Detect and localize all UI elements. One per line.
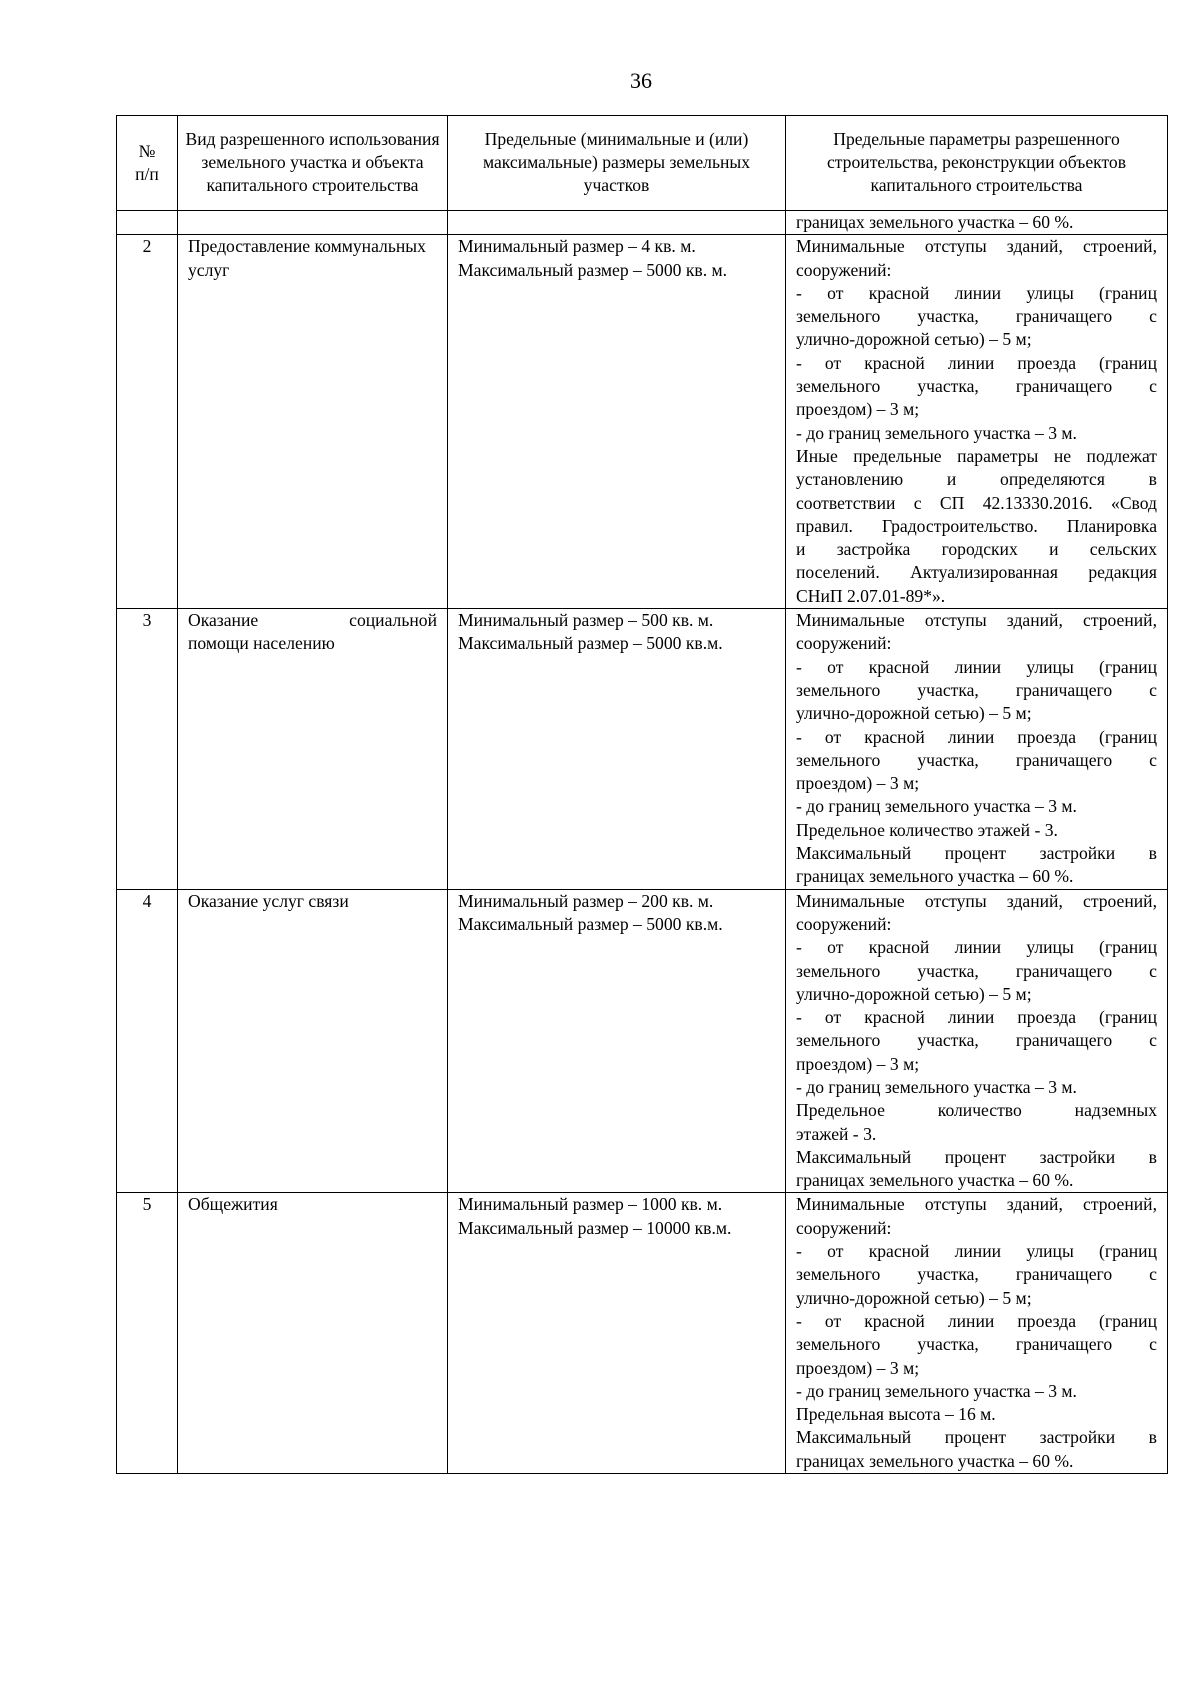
params-line: Максимальный процент застройки в: [796, 1427, 1157, 1448]
params-line: Минимальные отступы зданий, строений,: [796, 890, 1157, 911]
table-row: [117, 609, 1168, 890]
params-line: границах земельного участка – 60 %.: [796, 866, 1074, 887]
params-line: земельного участка, граничащего с: [796, 749, 1157, 770]
row-plot-size: [448, 889, 786, 1193]
params-line: сооружений:: [796, 259, 892, 280]
params-line: соответствии с СП 42.13330.2016. «Свод: [796, 492, 1157, 513]
params-line: улично-дорожной сетью) – 5 м;: [796, 703, 1032, 724]
size-min: Минимальный размер – 1000 кв. м.: [458, 1194, 723, 1215]
row-number: 2: [117, 235, 178, 609]
params-line: земельного участка, граничащего с: [796, 960, 1157, 981]
params-line: земельного участка, граничащего с: [796, 1334, 1157, 1355]
params-line: улично-дорожной сетью) – 5 м;: [796, 329, 1032, 350]
table-row-continuation: [117, 211, 1168, 235]
params-line: установлению и определяются в: [796, 469, 1157, 490]
row-build-params: [786, 1193, 1168, 1474]
params-line: СНиП 2.07.01-89*».: [796, 585, 946, 606]
params-line: Предельная высота – 16 м.: [796, 1404, 996, 1425]
params-line: Минимальные отступы зданий, строений,: [796, 1194, 1157, 1215]
params-line: Минимальные отступы зданий, строений,: [796, 610, 1157, 631]
row-number: 4: [117, 889, 178, 1193]
table-row: [117, 889, 1168, 1193]
row-build-params: [786, 609, 1168, 890]
params-line: проездом) – 3 м;: [796, 399, 920, 420]
params-line: земельного участка, граничащего с: [796, 679, 1157, 700]
table-row: [117, 1193, 1168, 1474]
params-line: правил. Градостроительство. Планировка: [796, 515, 1157, 536]
params-line: - до границ земельного участка – 3 м.: [796, 422, 1077, 443]
params-line: сооружений:: [796, 1217, 892, 1238]
params-line: - от красной линии проезда (границ: [796, 1007, 1157, 1028]
row-use-type: [178, 609, 448, 890]
continuation-params-cell: границах земельного участка – 60 %.: [786, 211, 1168, 235]
params-line: Предельное количество этажей - 3.: [796, 819, 1058, 840]
row-use-type: Оказание услуг связи: [178, 889, 448, 1193]
size-min: Минимальный размер – 4 кв. м.: [458, 236, 696, 257]
params-line: Иные предельные параметры не подлежат: [796, 445, 1157, 466]
row-plot-size: [448, 235, 786, 609]
params-line: сооружений:: [796, 913, 892, 934]
params-line: поселений. Актуализированная редакция: [796, 562, 1157, 583]
params-line: улично-дорожной сетью) – 5 м;: [796, 983, 1032, 1004]
params-line: границах земельного участка – 60 %.: [796, 1170, 1074, 1191]
row-plot-size: [448, 609, 786, 890]
params-line: земельного участка, граничащего с: [796, 376, 1157, 397]
header-plot-size: Предельные (минимальные и (или) максимальные) размеры земельных участков: [448, 116, 786, 211]
header-number: № п/п: [117, 116, 178, 211]
params-line: - до границ земельного участка – 3 м.: [796, 796, 1077, 817]
use-line-2: помощи населению: [188, 633, 335, 654]
params-line: проездом) – 3 м;: [796, 773, 920, 794]
row-build-params: [786, 889, 1168, 1193]
params-line: земельного участка, граничащего с: [796, 1264, 1157, 1285]
params-line: Максимальный процент застройки в: [796, 843, 1157, 864]
use-line-1: Оказание социальной: [188, 610, 437, 631]
params-line: улично-дорожной сетью) – 5 м;: [796, 1287, 1032, 1308]
continuation-use-cell: [178, 211, 448, 235]
table-header-row: [117, 116, 1168, 211]
size-min: Минимальный размер – 500 кв. м.: [458, 610, 714, 631]
table-row: [117, 235, 1168, 609]
params-line: Максимальный процент застройки в: [796, 1146, 1157, 1167]
params-line: - от красной линии проезда (границ: [796, 1310, 1157, 1331]
params-line: - от красной линии проезда (границ: [796, 726, 1157, 747]
size-min: Минимальный размер – 200 кв. м.: [458, 890, 714, 911]
params-line: проездом) – 3 м;: [796, 1053, 920, 1074]
params-line: - от красной линии проезда (границ: [796, 352, 1157, 373]
params-line: сооружений:: [796, 633, 892, 654]
size-max: Максимальный размер – 5000 кв.м.: [458, 633, 723, 654]
params-line: - от красной линии улицы (границ: [796, 656, 1157, 677]
continuation-num-cell: [117, 211, 178, 235]
params-line: этажей - 3.: [796, 1123, 877, 1144]
params-line: - до границ земельного участка – 3 м.: [796, 1380, 1077, 1401]
params-line: - от красной линии улицы (границ: [796, 1241, 1157, 1262]
size-max: Максимальный размер – 10000 кв.м.: [458, 1217, 732, 1238]
header-build-params: Предельные параметры разрешенного строительства, реконструкции объектов капитального строительства: [786, 116, 1168, 211]
params-line: - от красной линии улицы (границ: [796, 937, 1157, 958]
params-line: Минимальные отступы зданий, строений,: [796, 236, 1157, 257]
params-line: Предельное количество надземных: [796, 1100, 1157, 1121]
header-use-type: Вид разрешенного использования земельного участка и объекта капитального строительства: [178, 116, 448, 211]
params-line: - от красной линии улицы (границ: [796, 282, 1157, 303]
land-use-parameters-table: [116, 115, 1168, 1474]
row-number: 3: [117, 609, 178, 890]
row-number: 5: [117, 1193, 178, 1474]
page-number: 36: [630, 68, 652, 93]
row-use-type: Общежития: [178, 1193, 448, 1474]
size-max: Максимальный размер – 5000 кв.м.: [458, 913, 723, 934]
params-line: границах земельного участка – 60 %.: [796, 1450, 1074, 1471]
params-line: земельного участка, граничащего с: [796, 306, 1157, 327]
row-plot-size: [448, 1193, 786, 1474]
size-max: Максимальный размер – 5000 кв. м.: [458, 259, 728, 280]
params-line: - до границ земельного участка – 3 м.: [796, 1076, 1077, 1097]
continuation-size-cell: [448, 211, 786, 235]
params-line: земельного участка, граничащего с: [796, 1030, 1157, 1051]
params-line: и застройка городских и сельских: [796, 539, 1157, 560]
row-use-type: Предоставление коммунальных услуг: [178, 235, 448, 609]
params-line: проездом) – 3 м;: [796, 1357, 920, 1378]
row-build-params: [786, 235, 1168, 609]
